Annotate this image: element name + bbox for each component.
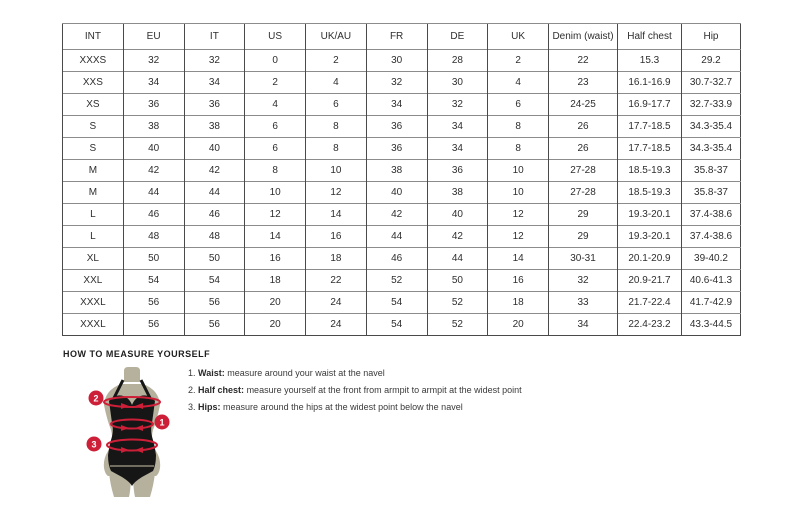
column-header: FR (366, 24, 427, 50)
table-cell: 8 (488, 116, 549, 138)
table-cell: 8 (306, 138, 367, 160)
table-cell: 8 (488, 138, 549, 160)
table-cell: 16 (488, 270, 549, 292)
table-cell: 36 (427, 160, 488, 182)
measurement-figure (76, 365, 188, 505)
instruction-label: Hips: (198, 402, 221, 412)
table-cell: 30.7-32.7 (682, 72, 741, 94)
table-cell: 18 (306, 248, 367, 270)
table-cell: 32 (366, 72, 427, 94)
table-cell: 23 (549, 72, 618, 94)
table-cell: 14 (245, 226, 306, 248)
table-cell: XXL (63, 270, 124, 292)
table-cell: 35.8-37 (682, 182, 741, 204)
column-header: US (245, 24, 306, 50)
table-cell: 33 (549, 292, 618, 314)
table-cell: 56 (123, 314, 184, 336)
table-cell: 52 (427, 292, 488, 314)
table-cell: 40 (123, 138, 184, 160)
column-header: Denim (waist) (549, 24, 618, 50)
table-cell: 27-28 (549, 182, 618, 204)
table-cell: 50 (427, 270, 488, 292)
instruction-item (188, 386, 522, 395)
table-cell: 8 (245, 160, 306, 182)
table-cell: 54 (184, 270, 245, 292)
table-cell: 32 (549, 270, 618, 292)
marker-half-chest (89, 391, 104, 406)
table-cell: 40.6-41.3 (682, 270, 741, 292)
table-cell: 6 (245, 116, 306, 138)
table-cell: 24-25 (549, 94, 618, 116)
table-cell: 29.2 (682, 50, 741, 72)
table-cell: 54 (366, 314, 427, 336)
table-cell: 16 (306, 226, 367, 248)
table-cell: 34.3-35.4 (682, 116, 741, 138)
table-cell: 24 (306, 314, 367, 336)
table-row (63, 292, 741, 314)
table-cell: 12 (306, 182, 367, 204)
marker-number: 2 (93, 393, 99, 404)
table-cell: 6 (488, 94, 549, 116)
table-cell: 10 (488, 160, 549, 182)
instruction-text: measure yourself at the front from armpit to armpit at the widest point (246, 385, 522, 395)
table-cell: 17.7-18.5 (618, 138, 682, 160)
table-cell: 18 (245, 270, 306, 292)
table-cell: 18.5-19.3 (618, 182, 682, 204)
table-cell: 26 (549, 116, 618, 138)
table-cell: 32 (427, 94, 488, 116)
table-cell: 34.3-35.4 (682, 138, 741, 160)
table-cell: 43.3-44.5 (682, 314, 741, 336)
table-row (63, 270, 741, 292)
table-cell: 36 (184, 94, 245, 116)
mannequin-neck (124, 367, 140, 382)
table-cell: XXXS (63, 50, 124, 72)
table-cell: 14 (488, 248, 549, 270)
table-cell: 34 (184, 72, 245, 94)
table-cell: 48 (184, 226, 245, 248)
column-header: UK/AU (306, 24, 367, 50)
marker-hips (87, 437, 102, 452)
table-cell: 12 (488, 204, 549, 226)
table-cell: 10 (488, 182, 549, 204)
table-cell: 37.4-38.6 (682, 204, 741, 226)
table-cell: 35.8-37 (682, 160, 741, 182)
table-row (63, 94, 741, 116)
table-cell: 8 (306, 116, 367, 138)
table-row (63, 248, 741, 270)
table-cell: 20 (245, 314, 306, 336)
table-cell: 34 (427, 116, 488, 138)
table-cell: 34 (123, 72, 184, 94)
table-cell: 22 (549, 50, 618, 72)
table-cell: 38 (123, 116, 184, 138)
table-cell: 54 (123, 270, 184, 292)
table-cell: 38 (184, 116, 245, 138)
table-cell: 42 (427, 226, 488, 248)
instruction-text: measure around your waist at the navel (227, 368, 385, 378)
table-cell: 2 (488, 50, 549, 72)
table-cell: 20.1-20.9 (618, 248, 682, 270)
table-cell: 10 (306, 160, 367, 182)
column-header: EU (123, 24, 184, 50)
table-cell: 22.4-23.2 (618, 314, 682, 336)
table-row (63, 116, 741, 138)
table-cell: 2 (306, 50, 367, 72)
table-cell: L (63, 204, 124, 226)
table-cell: 46 (184, 204, 245, 226)
table-row (63, 182, 741, 204)
table-cell: 30 (427, 72, 488, 94)
table-cell: 14 (306, 204, 367, 226)
table-cell: 40 (366, 182, 427, 204)
column-header: UK (488, 24, 549, 50)
table-cell: 56 (123, 292, 184, 314)
table-cell: 17.7-18.5 (618, 116, 682, 138)
table-cell: 40 (184, 138, 245, 160)
column-header: DE (427, 24, 488, 50)
table-cell: M (63, 182, 124, 204)
table-cell: 36 (123, 94, 184, 116)
table-cell: 42 (184, 160, 245, 182)
table-cell: M (63, 160, 124, 182)
table-cell: 6 (245, 138, 306, 160)
marker-number: 1 (159, 417, 165, 428)
table-cell: XL (63, 248, 124, 270)
table-cell: 10 (245, 182, 306, 204)
table-cell: 40 (427, 204, 488, 226)
table-cell: 12 (245, 204, 306, 226)
table-cell: 44 (427, 248, 488, 270)
table-cell: 22 (306, 270, 367, 292)
instruction-number: 2. (188, 385, 196, 395)
column-header: Half chest (618, 24, 682, 50)
how-to-measure-section (63, 349, 743, 505)
table-cell: 6 (306, 94, 367, 116)
table-cell: 4 (306, 72, 367, 94)
table-cell: 15.3 (618, 50, 682, 72)
table-cell: 26 (549, 138, 618, 160)
table-cell: 21.7-22.4 (618, 292, 682, 314)
table-cell: 12 (488, 226, 549, 248)
table-cell: 34 (366, 94, 427, 116)
table-cell: L (63, 226, 124, 248)
table-cell: S (63, 138, 124, 160)
table-cell: 30 (366, 50, 427, 72)
table-cell: XXXL (63, 314, 124, 336)
table-cell: 16 (245, 248, 306, 270)
table-cell: 20.9-21.7 (618, 270, 682, 292)
instruction-number: 1. (188, 368, 196, 378)
table-cell: 46 (123, 204, 184, 226)
column-header: IT (184, 24, 245, 50)
table-cell: 39-40.2 (682, 248, 741, 270)
table-row (63, 50, 741, 72)
table-cell: 56 (184, 292, 245, 314)
table-cell: 50 (123, 248, 184, 270)
table-row (63, 138, 741, 160)
table-cell: S (63, 116, 124, 138)
table-cell: 42 (123, 160, 184, 182)
table-cell: 54 (366, 292, 427, 314)
table-cell: 18.5-19.3 (618, 160, 682, 182)
table-cell: 50 (184, 248, 245, 270)
table-cell: 20 (245, 292, 306, 314)
instruction-label: Waist: (198, 368, 225, 378)
measure-heading: HOW TO MEASURE YOURSELF (63, 349, 211, 359)
table-cell: 37.4-38.6 (682, 226, 741, 248)
table-cell: 32 (123, 50, 184, 72)
table-cell: 28 (427, 50, 488, 72)
table-cell: 19.3-20.1 (618, 226, 682, 248)
table-cell: 4 (245, 94, 306, 116)
marker-number: 3 (91, 439, 97, 450)
table-cell: 4 (488, 72, 549, 94)
table-cell: 29 (549, 204, 618, 226)
instruction-number: 3. (188, 402, 196, 412)
table-cell: 46 (366, 248, 427, 270)
header-row (63, 24, 741, 50)
table-cell: 16.9-17.7 (618, 94, 682, 116)
table-cell: 41.7-42.9 (682, 292, 741, 314)
instruction-text: measure around the hips at the widest point below the navel (223, 402, 463, 412)
table-row (63, 72, 741, 94)
table-cell: 27-28 (549, 160, 618, 182)
table-cell: 19.3-20.1 (618, 204, 682, 226)
table-cell: 56 (184, 314, 245, 336)
column-header: Hip (682, 24, 741, 50)
instruction-item (188, 369, 522, 378)
instruction-item (188, 403, 522, 412)
table-cell: 30-31 (549, 248, 618, 270)
table-cell: 29 (549, 226, 618, 248)
table-cell: 34 (549, 314, 618, 336)
table-cell: 32 (184, 50, 245, 72)
table-row (63, 160, 741, 182)
table-row (63, 226, 741, 248)
table-cell: 44 (184, 182, 245, 204)
table-cell: 52 (366, 270, 427, 292)
table-cell: 44 (366, 226, 427, 248)
table-cell: XXXL (63, 292, 124, 314)
table-cell: 2 (245, 72, 306, 94)
table-cell: XS (63, 94, 124, 116)
table-cell: 18 (488, 292, 549, 314)
table-cell: XXS (63, 72, 124, 94)
table-row (63, 314, 741, 336)
table-cell: 36 (366, 138, 427, 160)
table-cell: 42 (366, 204, 427, 226)
column-header: INT (63, 24, 124, 50)
table-cell: 48 (123, 226, 184, 248)
table-cell: 52 (427, 314, 488, 336)
size-chart-table (62, 23, 741, 336)
table-cell: 20 (488, 314, 549, 336)
table-cell: 0 (245, 50, 306, 72)
table-cell: 38 (427, 182, 488, 204)
table-cell: 44 (123, 182, 184, 204)
table-cell: 24 (306, 292, 367, 314)
table-cell: 16.1-16.9 (618, 72, 682, 94)
marker-waist (155, 415, 170, 430)
table-cell: 36 (366, 116, 427, 138)
table-cell: 32.7-33.9 (682, 94, 741, 116)
table-row (63, 204, 741, 226)
measure-instructions (188, 369, 522, 420)
table-cell: 38 (366, 160, 427, 182)
instruction-label: Half chest: (198, 385, 245, 395)
table-cell: 34 (427, 138, 488, 160)
